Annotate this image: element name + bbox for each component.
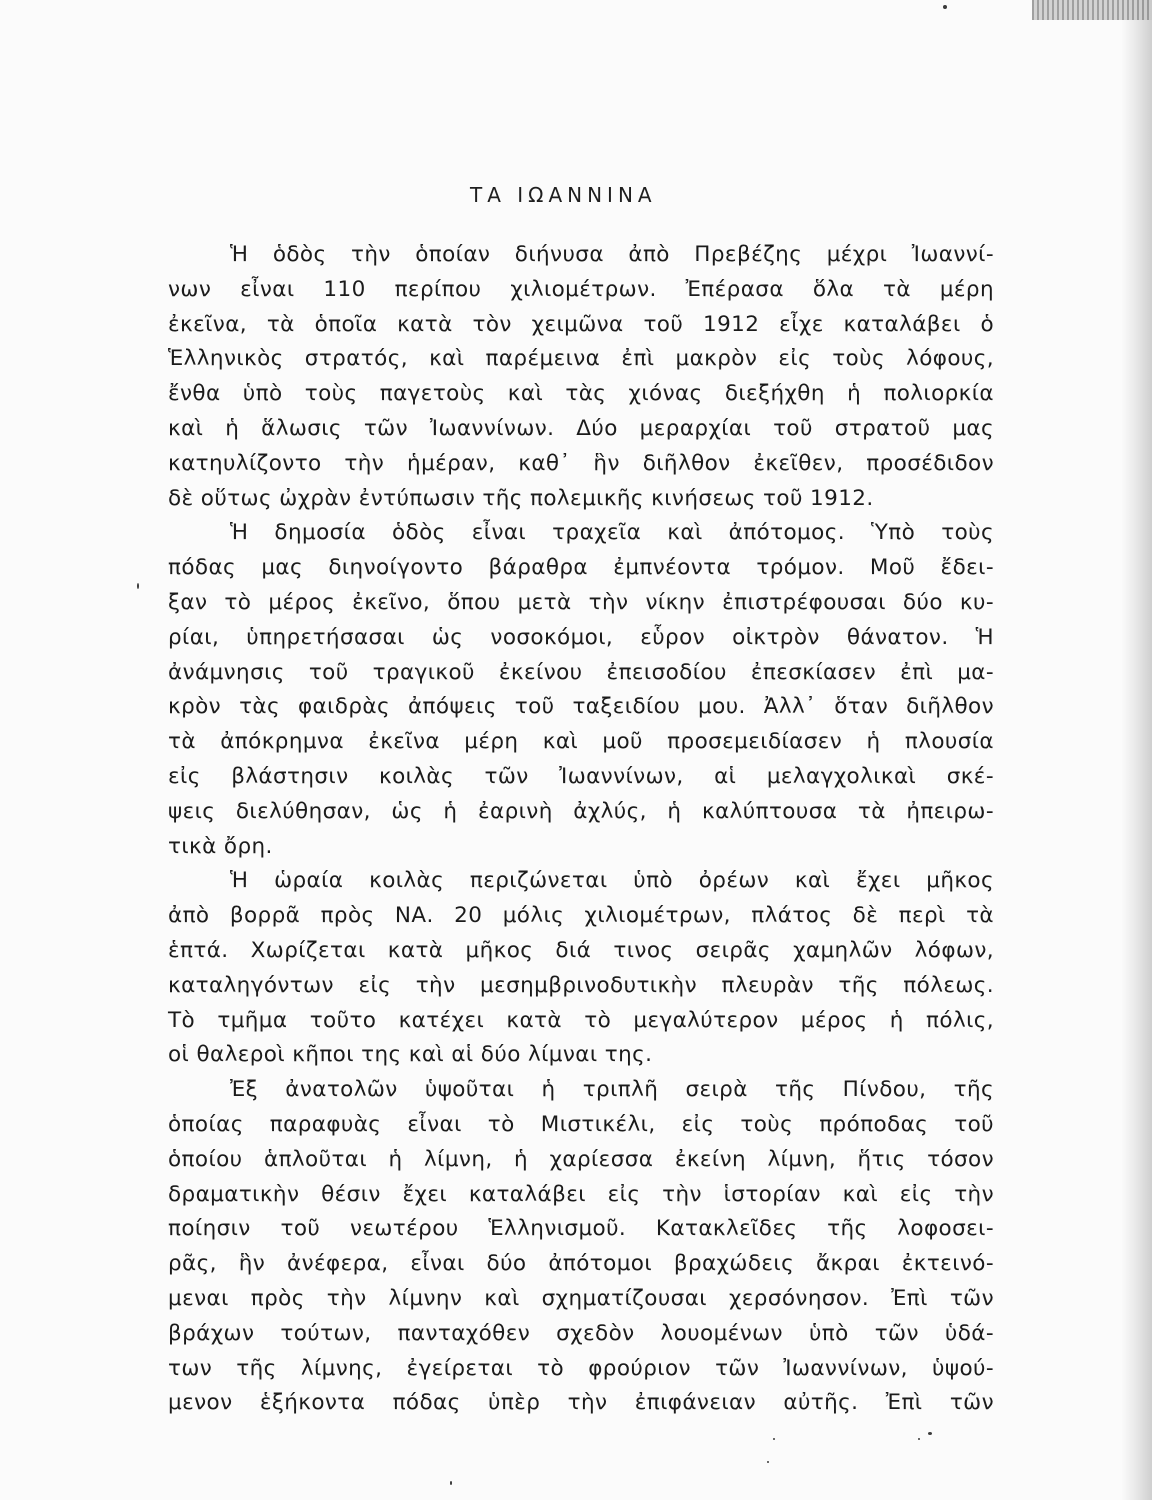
text-line: κατηυλίζοντο τὴν ἡμέραν, καθ᾿ ἣν διῆλθον ἐκεῖθεν, προσέδιδον [168,450,994,476]
text-line: τὰ ἀπόκρημνα ἐκεῖνα μέρη καὶ μοῦ προσεμειδίασεν ἡ πλουσία [168,729,994,755]
text-line: ἑπτά. Χωρίζεται κατὰ μῆκος διά τινος σειρᾶς χαμηλῶν λόφων, [168,937,994,963]
text-line: Ἡ ὁδὸς τὴν ὁποίαν διήνυσα ἀπὸ Πρεβέζης μέχρι Ἰωαννί- [230,242,994,267]
text-line: των τῆς λίμνης, ἐγείρεται τὸ φρούριον τῶν Ἰωαννίνων, ὑψού- [168,1355,994,1381]
page-binding-edge [1122,0,1152,1500]
text-line: πόδας μας διηνοίγοντο βάραθρα ἐμπνέοντα τρόμον. Μοῦ ἔδει- [168,555,994,581]
text-line: μεναι πρὸς τὴν λίμνην καὶ σχηματίζουσαι χερσόνησον. Ἐπὶ τῶν [168,1285,994,1311]
text-line: μενον ἑξήκοντα πόδας ὑπὲρ τὴν ἐπιφάνειαν αὐτῆς. Ἐπὶ τῶν [168,1390,994,1416]
text-line: τικὰ ὄρη. [168,833,273,859]
text-line: καταληγόντων εἰς τὴν μεσημβρινοδυτικὴν πλευρὰν τῆς πόλεως. [168,972,994,998]
text-line: ποίησιν τοῦ νεωτέρου Ἑλληνισμοῦ. Κατακλεῖδες τῆς λοφοσει- [168,1216,994,1242]
text-line: δραματικὴν θέσιν ἔχει καταλάβει εἰς τὴν ἱστορίαν καὶ εἰς τὴν [168,1181,994,1207]
text-line: ἐκεῖνα, τὰ ὁποῖα κατὰ τὸν χειμῶνα τοῦ 1912 εἶχε καταλάβει ὁ [168,311,994,337]
text-line: Ἐξ ἀνατολῶν ὑψοῦται ἡ τριπλῆ σειρὰ τῆς Πίνδου, τῆς [230,1077,994,1103]
text-line: ἀνάμνησις τοῦ τραγικοῦ ἐκείνου ἐπεισοδίου ἐπεσκίασεν ἐπὶ μα- [168,659,994,685]
text-line: εἰς βλάστησιν κοιλὰς τῶν Ἰωαννίνων, αἱ μελαγχολικαὶ σκέ- [168,763,994,789]
text-line: δὲ οὕτως ὠχρὰν ἐντύπωσιν τῆς πολεμικῆς κινήσεως τοῦ 1912. [168,485,874,511]
page-title: ΤΑ ΙΩΑΝΝΙΝΑ [470,183,657,207]
body-text [168,238,994,1421]
text-line: οἱ θαλεροὶ κῆποι της καὶ αἱ δύο λίμναι της. [168,1042,653,1068]
text-line: βράχων τούτων, πανταχόθεν σχεδὸν λουομένων ὑπὸ τῶν ὑδά- [168,1320,994,1346]
binding-top-strip [1032,0,1152,20]
ink-speck [450,1481,452,1485]
text-line: καὶ ἡ ἅλωσις τῶν Ἰωαννίνων. Δύο μεραρχίαι τοῦ στρατοῦ μας [168,415,994,441]
ink-speck [943,5,947,9]
text-line: Ἡ ὡραία κοιλὰς περιζώνεται ὑπὸ ὀρέων καὶ ἔχει μῆκος [230,868,994,894]
ink-speck [767,1461,769,1463]
text-line: ὁποίου ἁπλοῦται ἡ λίμνη, ἡ χαρίεσσα ἐκείνη λίμνη, ἥτις τόσον [168,1146,994,1172]
text-line: Τὸ τμῆμα τοῦτο κατέχει κατὰ τὸ μεγαλύτερον μέρος ἡ πόλις, [168,1007,994,1033]
text-line: κρὸν τὰς φαιδρὰς ἀπόψεις τοῦ ταξειδίου μου. Ἀλλ᾿ ὅταν διῆλθον [168,694,994,720]
text-line: ἔνθα ὑπὸ τοὺς παγετοὺς καὶ τὰς χιόνας διεξήχθη ἡ πολιορκία [168,381,994,407]
text-line: ξαν τὸ μέρος ἐκεῖνο, ὅπου μετὰ τὴν νίκην ἐπιστρέφουσαι δύο κυ- [168,589,994,615]
text-line: ὁποίας παραφυὰς εἶναι τὸ Μιστικέλι, εἰς τοὺς πρόποδας τοῦ [168,1111,994,1137]
text-line: ρᾶς, ἣν ἀνέφερα, εἶναι δύο ἀπότομοι βραχώδεις ἄκραι ἐκτεινό- [168,1251,994,1277]
ink-speck [918,1438,920,1440]
ink-speck [773,1438,775,1440]
text-line: Ἡ δημοσία ὁδὸς εἶναι τραχεῖα καὶ ἀπότομος. Ὑπὸ τοὺς [230,520,994,546]
ink-speck [137,583,139,589]
text-line: ρίαι, ὑπηρετήσασαι ὡς νοσοκόμοι, εὗρον οἰκτρὸν θάνατον. Ἡ [168,624,994,650]
text-line: ἀπὸ βορρᾶ πρὸς ΝΑ. 20 μόλις χιλιομέτρων, πλάτος δὲ περὶ τὰ [168,903,994,929]
text-line: Ἑλληνικὸς στρατός, καὶ παρέμεινα ἐπὶ μακρὸν εἰς τοὺς λόφους, [168,346,994,372]
ink-speck [928,1432,932,1435]
text-line: ψεις διελύθησαν, ὡς ἡ ἐαρινὴ ἀχλύς, ἡ καλύπτουσα τὰ ἠπειρω- [168,798,994,824]
text-line: νων εἶναι 110 περίπου χιλιομέτρων. Ἐπέρασα ὅλα τὰ μέρη [168,276,994,302]
